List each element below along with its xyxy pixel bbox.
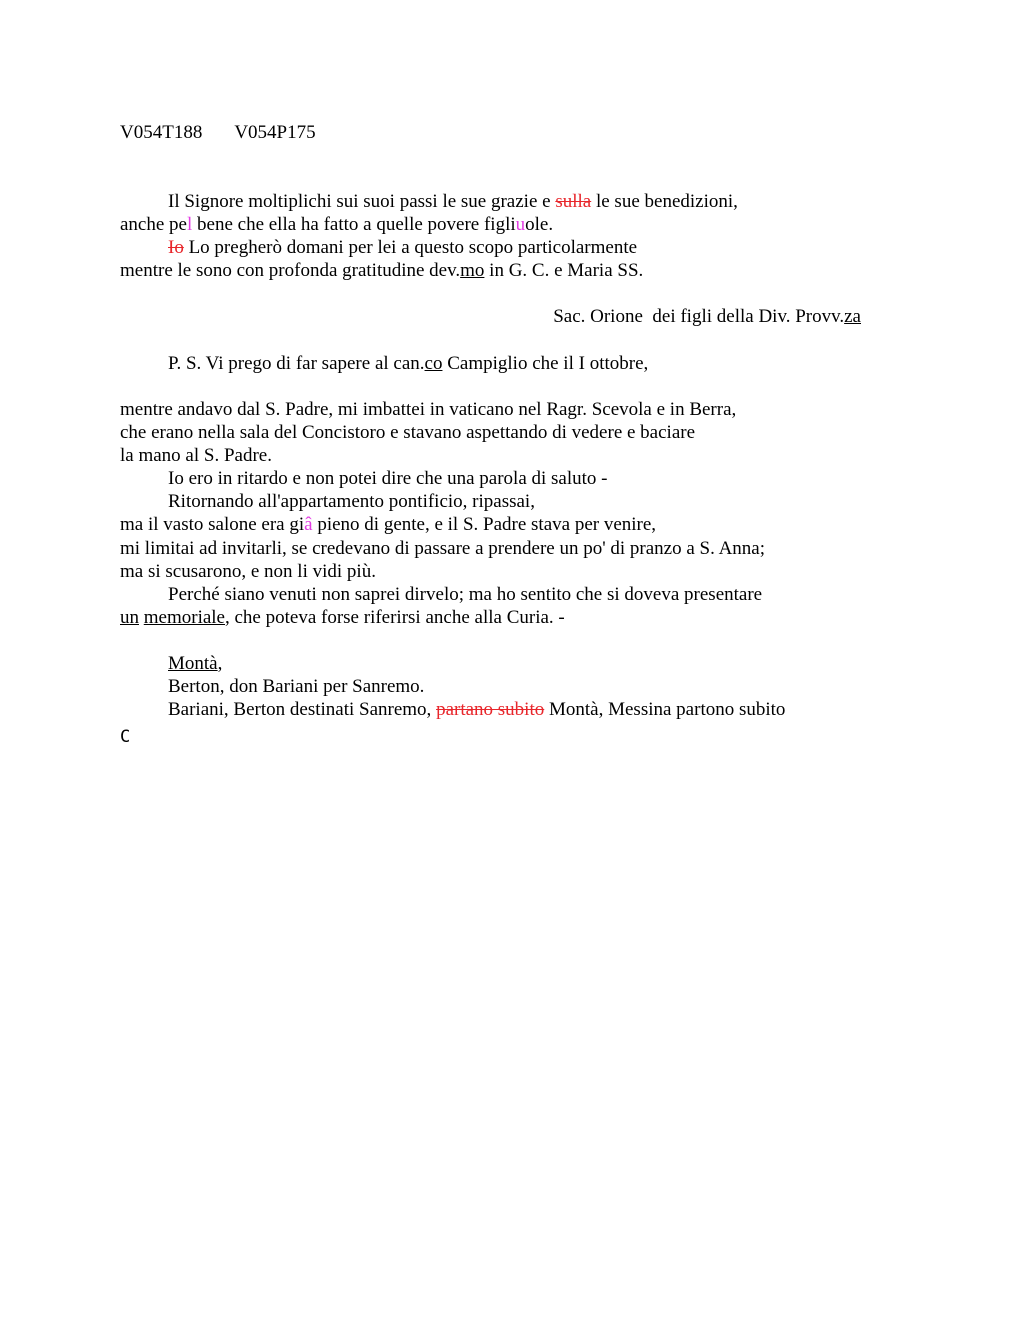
note-line-1: Montà, bbox=[168, 653, 223, 674]
volume-code-p: V054P175 bbox=[234, 122, 316, 143]
underlined-text: Montà bbox=[168, 653, 218, 674]
ps-line-11: un memoriale, che poteva forse riferirsi anche alla Curia. - bbox=[120, 607, 565, 628]
ps-line-6: Ritornando all'appartamento pontificio, ripassai, bbox=[168, 491, 535, 512]
inserted-text: l bbox=[186, 214, 193, 235]
letter-line-3: Io Lo pregherò domani per lei a questo scopo particolarmente bbox=[168, 237, 638, 258]
inserted-text: u bbox=[515, 214, 526, 235]
page-marker: C bbox=[120, 727, 131, 747]
underlined-text: memoriale bbox=[143, 607, 225, 628]
ps-line-9: ma si scusarono, e non li vidi più. bbox=[120, 561, 376, 582]
ps-line-2: mentre andavo dal S. Padre, mi imbattei in vaticano nel Ragr. Scevola e in Berra, bbox=[120, 399, 737, 420]
letter-line-1: Il Signore moltiplichi sui suoi passi le sue grazie e sulla le sue benedizioni, bbox=[168, 191, 738, 212]
note-line-3: Bariani, Berton destinati Sanremo, partano subito Montà, Messina partono subito bbox=[168, 699, 786, 720]
ps-line-5: Io ero in ritardo e non potei dire che una parola di saluto - bbox=[168, 468, 608, 489]
letter-line-4: mentre le sono con profonda gratitudine dev.mo in G. C. e Maria SS. bbox=[120, 260, 644, 281]
note-line-2: Berton, don Bariani per Sanremo. bbox=[168, 676, 425, 697]
header-codes bbox=[120, 121, 316, 144]
deleted-text: Io bbox=[168, 237, 184, 258]
letter-line-2: anche pel bene che ella ha fatto a quelle povere figliuole. bbox=[120, 214, 554, 235]
ps-line-1: P. S. Vi prego di far sapere al can.co Campiglio che il I ottobre, bbox=[168, 353, 649, 374]
underlined-text: un bbox=[120, 607, 139, 628]
deleted-text: partano subito bbox=[436, 699, 545, 720]
underlined-text: za bbox=[844, 306, 861, 327]
volume-code-t: V054T188 bbox=[120, 122, 203, 143]
underlined-text: co bbox=[424, 353, 443, 374]
ps-line-10: Perché siano venuti non saprei dirvelo; ma ho sentito che si doveva presentare bbox=[168, 584, 763, 605]
ps-line-4: la mano al S. Padre. bbox=[120, 445, 272, 466]
ps-line-3: che erano nella sala del Concistoro e stavano aspettando di vedere e baciare bbox=[120, 422, 696, 443]
signature: Sac. Orione dei figli della Div. Provv.za bbox=[553, 306, 861, 327]
underlined-text: mo bbox=[460, 260, 485, 281]
ps-line-8: mi limitai ad invitarli, se credevano di passare a prendere un po' di pranzo a S. Anna; bbox=[120, 538, 765, 559]
deleted-text: sulla bbox=[555, 191, 592, 212]
inserted-text: â bbox=[304, 514, 313, 535]
ps-line-7: ma il vasto salone era giâ pieno di gente, e il S. Padre stava per venire, bbox=[120, 514, 657, 535]
